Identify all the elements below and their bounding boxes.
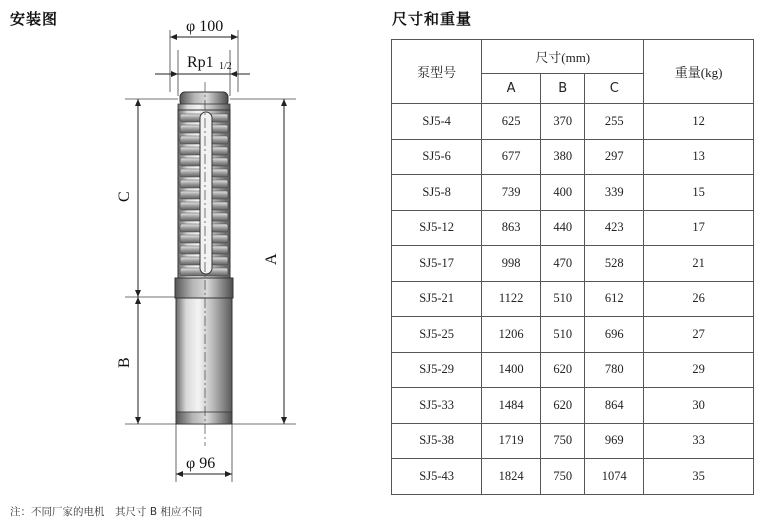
table-row [392, 139, 754, 175]
cell-a: 625 [482, 104, 541, 140]
header-model: 泵型号 [392, 40, 482, 104]
cell-model: SJ5-17 [392, 246, 482, 282]
outlet-thread-label: Rp1 [187, 54, 214, 71]
dimensions-weight-table [391, 39, 754, 495]
bottom-diameter-label: φ 96 [186, 455, 216, 472]
dimensions-table-title: 尺寸和重量 [392, 10, 473, 28]
cell-a: 1400 [482, 352, 541, 388]
cell-weight: 30 [644, 388, 754, 424]
cell-weight: 17 [644, 210, 754, 246]
dimension-c [116, 99, 178, 297]
header-dimensions: 尺寸(mm) [482, 40, 644, 74]
cell-a: 1122 [482, 281, 541, 317]
install-diagram-title: 安装图 [10, 10, 59, 28]
cell-b: 510 [540, 317, 585, 353]
cell-weight: 26 [644, 281, 754, 317]
cell-a: 1484 [482, 388, 541, 424]
header-col-a: A [482, 74, 541, 104]
cell-b: 440 [540, 210, 585, 246]
cell-c: 969 [585, 423, 644, 459]
cell-a: 863 [482, 210, 541, 246]
label-a: A [263, 253, 280, 265]
cell-c: 423 [585, 210, 644, 246]
cell-a: 1206 [482, 317, 541, 353]
cell-weight: 15 [644, 175, 754, 211]
pump-stage-stack [178, 110, 230, 278]
cell-c: 528 [585, 246, 644, 282]
table-row [392, 246, 754, 282]
cell-weight: 35 [644, 459, 754, 495]
cell-weight: 12 [644, 104, 754, 140]
cell-a: 739 [482, 175, 541, 211]
header-weight: 重量(kg) [644, 40, 754, 104]
cell-a: 1719 [482, 423, 541, 459]
cell-a: 1824 [482, 459, 541, 495]
table-row [392, 281, 754, 317]
motor-body [176, 298, 232, 424]
cell-model: SJ5-8 [392, 175, 482, 211]
dimension-b [116, 297, 176, 424]
cell-b: 750 [540, 423, 585, 459]
outlet-thread-dimension [155, 50, 250, 96]
cell-model: SJ5-43 [392, 459, 482, 495]
header-col-c: C [585, 74, 644, 104]
cell-b: 380 [540, 139, 585, 175]
cell-weight: 33 [644, 423, 754, 459]
table-row [392, 210, 754, 246]
cell-b: 510 [540, 281, 585, 317]
footnote: 注：不同厂家的电机 其尺寸 B 相应不同 [10, 506, 203, 518]
label-b: B [116, 357, 133, 368]
cell-c: 696 [585, 317, 644, 353]
cell-c: 1074 [585, 459, 644, 495]
table-row [392, 352, 754, 388]
cell-b: 470 [540, 246, 585, 282]
table-row [392, 388, 754, 424]
cell-c: 864 [585, 388, 644, 424]
cell-b: 620 [540, 388, 585, 424]
cell-a: 998 [482, 246, 541, 282]
label-c: C [116, 191, 133, 202]
header-col-b: B [540, 74, 585, 104]
cell-model: SJ5-12 [392, 210, 482, 246]
cell-model: SJ5-4 [392, 104, 482, 140]
table-row [392, 423, 754, 459]
cell-weight: 29 [644, 352, 754, 388]
cell-model: SJ5-25 [392, 317, 482, 353]
cell-weight: 21 [644, 246, 754, 282]
cell-b: 620 [540, 352, 585, 388]
top-diameter-label: φ 100 [186, 18, 224, 35]
cell-a: 677 [482, 139, 541, 175]
cell-model: SJ5-33 [392, 388, 482, 424]
cell-model: SJ5-29 [392, 352, 482, 388]
cell-model: SJ5-21 [392, 281, 482, 317]
cell-c: 780 [585, 352, 644, 388]
cell-weight: 27 [644, 317, 754, 353]
cell-c: 297 [585, 139, 644, 175]
cell-b: 750 [540, 459, 585, 495]
cell-c: 255 [585, 104, 644, 140]
pump-inlet-section [175, 278, 233, 298]
cell-c: 612 [585, 281, 644, 317]
table-row [392, 104, 754, 140]
bottom-diameter-dimension [176, 424, 232, 482]
outlet-thread-fraction: 1/2 [219, 61, 232, 72]
table-row [392, 175, 754, 211]
table-row [392, 459, 754, 495]
cell-b: 370 [540, 104, 585, 140]
cell-model: SJ5-38 [392, 423, 482, 459]
table-row [392, 317, 754, 353]
cell-c: 339 [585, 175, 644, 211]
dimension-a [230, 99, 296, 424]
cell-model: SJ5-6 [392, 139, 482, 175]
pump-installation-drawing [0, 0, 390, 500]
cell-b: 400 [540, 175, 585, 211]
cable-guard [200, 112, 212, 274]
cell-weight: 13 [644, 139, 754, 175]
